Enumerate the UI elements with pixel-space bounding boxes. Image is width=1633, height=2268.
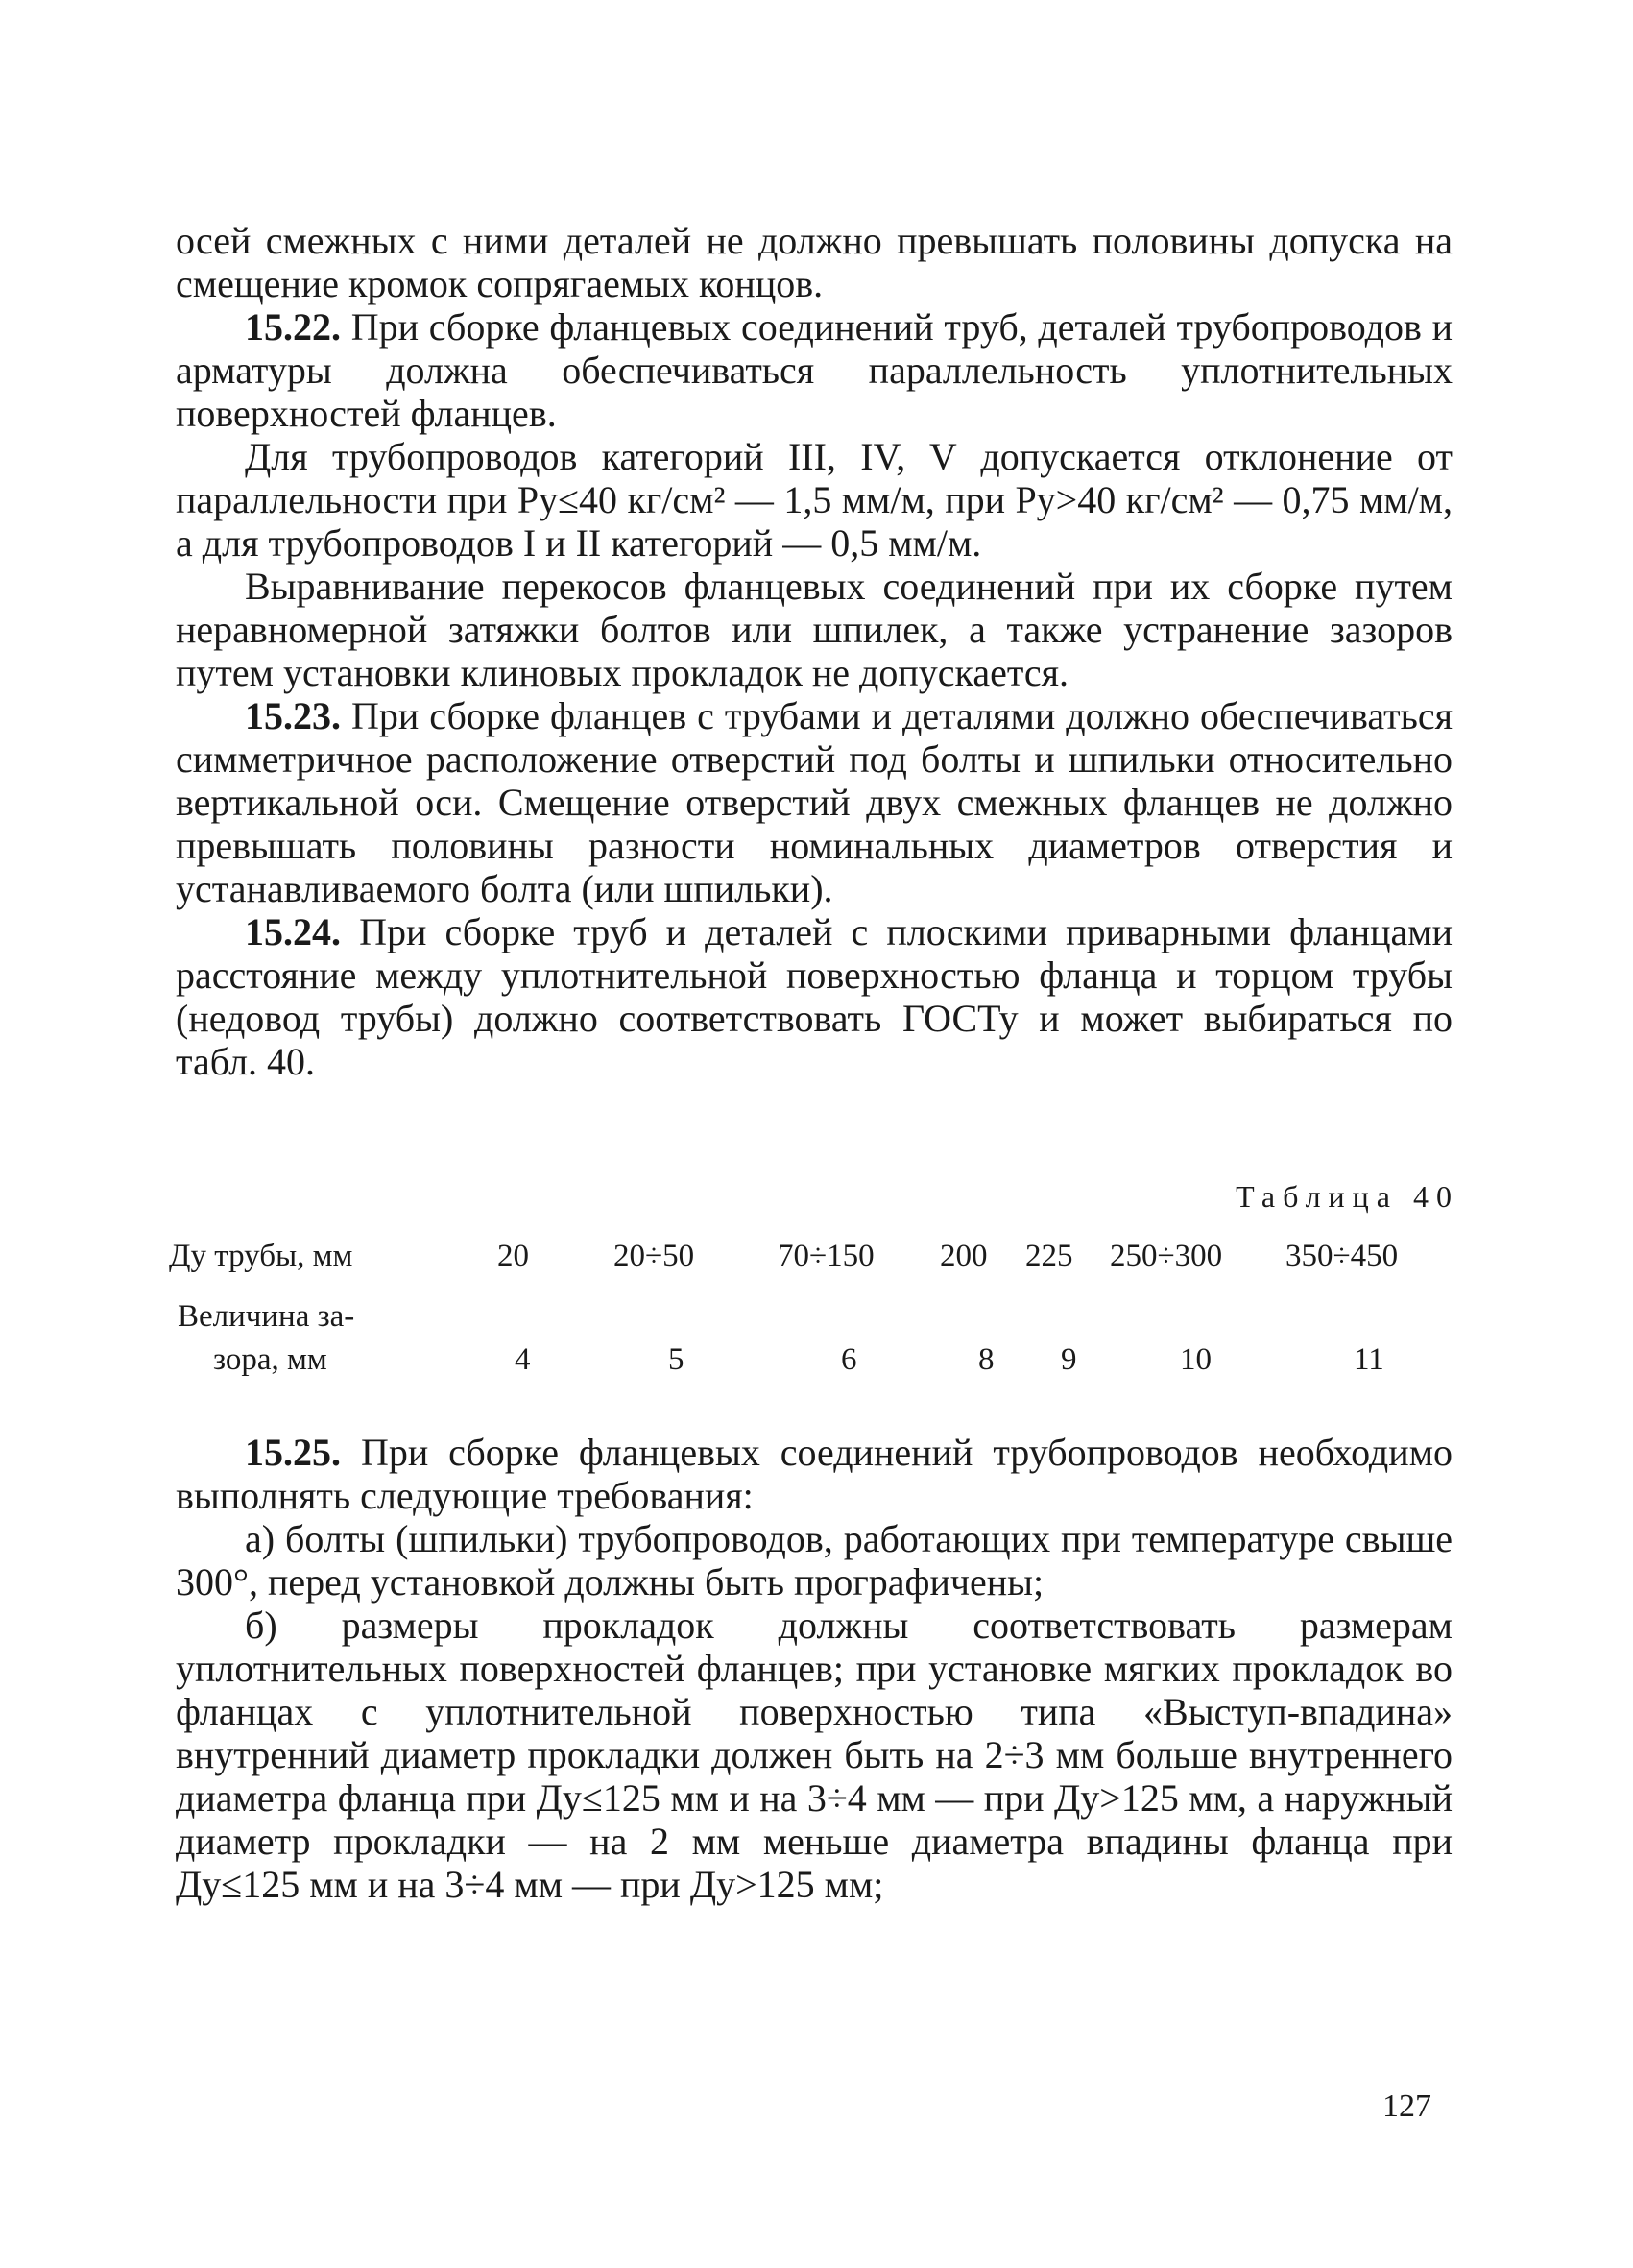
text-upper xyxy=(176,219,1453,1083)
table-cell-diameter: 70÷150 xyxy=(778,1239,875,1273)
list-item-a: а) болты (шпильки) трубопроводов, работающих при температуре свыше 300°, перед установкой должны быть прографичены; xyxy=(176,1517,1453,1604)
section-15-25 xyxy=(176,1431,1453,1517)
table-cell-diameter: 250÷300 xyxy=(1110,1239,1223,1273)
table-cell-gap: 11 xyxy=(1354,1342,1384,1377)
paragraph-categories: Для трубопроводов категорий III, IV, V допускается отклонение от параллельности при Pу≤40 кг/см² — 1,5 мм/м, при Pу>40 кг/см² — 0,75 мм/м, а для трубопроводов I и II категорий — 0,5 мм/м. xyxy=(176,435,1453,565)
section-number: 15.25. xyxy=(245,1431,341,1474)
section-number: 15.22. xyxy=(245,305,341,349)
table-cell-diameter: 350÷450 xyxy=(1285,1239,1399,1273)
table-row-label-line1: Величина за- xyxy=(178,1299,355,1334)
section-15-24 xyxy=(176,910,1453,1083)
text-lower xyxy=(176,1431,1453,1906)
table-row-label-line2: зора, мм xyxy=(213,1342,327,1377)
list-item-b: б) размеры прокладок должны соответствовать размерам уплотнительных поверхностей фланцев; при установке мягких прокладок во фланцах с уплотнительной поверхностью типа «Выступ-впадина» внутренний диаметр прокладки должен быть на 2÷3 мм больше внутреннего диаметра фланца при Дy≤125 мм и на 3÷4 мм — при Дy>125 мм, а наружный диаметр прокладки — на 2 мм меньше диаметра впадины фланца при Дy≤125 мм и на 3÷4 мм — при Дy>125 мм; xyxy=(176,1604,1453,1906)
section-15-23 xyxy=(176,694,1453,910)
section-text: При сборке фланцевых соединений труб, деталей трубопроводов и арматуры должна обеспечиваться параллельность уплотнительных поверхностей фланцев. xyxy=(176,305,1453,435)
page-number: 127 xyxy=(1382,2088,1431,2124)
paragraph-alignment: Выравнивание перекосов фланцевых соединений при их сборке путем неравномерной затяжки болтов или шпилек, а также устранение зазоров путем установки клиновых прокладок не допускается. xyxy=(176,565,1453,694)
section-text: При сборке фланцев с трубами и деталями должно обеспечиваться симметричное расположение отверстий под болты и шпильки относительно вертикальной оси. Смещение отверстий двух смежных фланцев не должно превышать половины разности номинальных диаметров отверстия и устанавливаемого болта (или шпильки). xyxy=(176,694,1453,910)
section-text: При сборке фланцевых соединений трубопроводов необходимо выполнять следующие требования: xyxy=(176,1431,1453,1517)
table-header-label: Дy трубы, мм xyxy=(169,1239,353,1273)
table-cell-diameter: 20 xyxy=(497,1239,529,1273)
table-cell-gap: 10 xyxy=(1180,1342,1212,1377)
table-cell-gap: 5 xyxy=(668,1342,684,1377)
table-caption: Таблица 40 xyxy=(1236,1179,1459,1214)
table-cell-gap: 4 xyxy=(515,1342,531,1377)
table-cell-diameter: 200 xyxy=(940,1239,988,1273)
table-cell-diameter: 225 xyxy=(1025,1239,1073,1273)
table-cell-gap: 8 xyxy=(978,1342,995,1377)
section-15-22 xyxy=(176,305,1453,435)
table-cell-gap: 6 xyxy=(841,1342,857,1377)
section-text: При сборке труб и деталей с плоскими приварными фланцами расстояние между уплотнительной поверхностью фланца и торцом трубы (недовод трубы) должно соответствовать ГОСТу и может выбираться по табл. 40. xyxy=(176,910,1453,1083)
section-number: 15.23. xyxy=(245,694,341,737)
section-number: 15.24. xyxy=(245,910,341,953)
table-cell-gap: 9 xyxy=(1061,1342,1077,1377)
paragraph-top: осей смежных с ними деталей не должно превышать половины допуска на смещение кромок сопрягаемых концов. xyxy=(176,219,1453,305)
table-cell-diameter: 20÷50 xyxy=(613,1239,695,1273)
